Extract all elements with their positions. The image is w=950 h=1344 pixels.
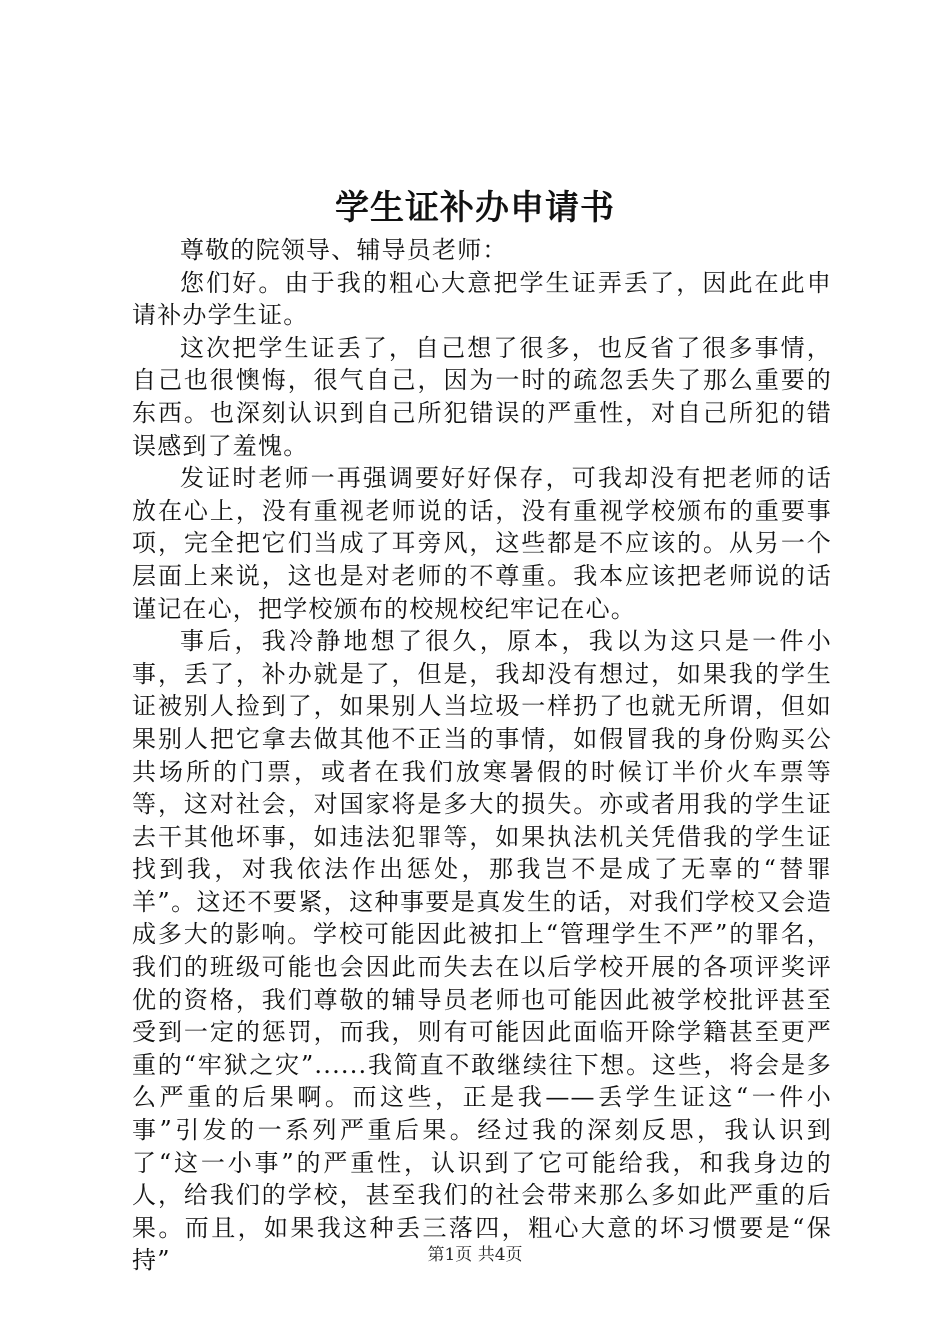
paragraph: 发证时老师一再强调要好好保存，可我却没有把老师的话放在心上，没有重视老师说的话，没有重视学校颁布的重要事项，完全把它们当成了耳旁风，这些都是不应该的。从另一个层面上来说，这也是对老师的不尊重。我本应该把老师说的话谨记在心，把学校颁布的校规校纪牢记在心。 xyxy=(132,464,832,623)
paragraph: 事后，我冷静地想了很久，原本，我以为这只是一件小事，丢了，补办就是了，但是，我却没有想过，如果我的学生证被别人捡到了，如果别人当垃圾一样扔了也就无所谓，但如果别人把它拿去做其他不正当的事情，如假冒我的身份购买公共场所的门票，或者在我们放寒暑假的时候订半价火车票等等，这对社会，对国家将是多大的损失。亦或者用我的学生证去干其他坏事，如违法犯罪等，如果执法机关凭借我的学生证找到我，对我依法作出惩处，那我岂不是成了无辜的“替罪羊”。这还不要紧，这种事要是真发生的话，对我们学校又会造成多大的影响。学校可能因此被扣上“管理学生不严”的罪名，我们的班级可能也会因此而失去在以后学校开展的各项评奖评优的资格，我们尊敬的辅导员老师也可能因此被学校批评甚至受到一定的惩罚，而我，则有可能因此面临开除学籍甚至更严重的“牢狱之灾”......我简直不敢继续往下想。这些，将会是多么严重的后果啊。而这些，正是我——丢学生证这“一件小事”引发的一系列严重后果。经过我的深刻反思，我认识到了“这一小事”的严重性，认识到了它可能给我，和我身边的人，给我们的学校，甚至我们的社会带来那么多如此严重的后果。而且，如果我这种丢三落四，粗心大意的坏习惯要是“保持” xyxy=(132,627,832,1275)
paragraph: 您们好。由于我的粗心大意把学生证弄丢了，因此在此申请补办学生证。 xyxy=(132,268,832,330)
salutation: 尊敬的院领导、辅导员老师： xyxy=(180,236,508,264)
paragraph: 这次把学生证丢了，自己想了很多，也反省了很多事情，自己也很懊悔，很气自己，因为一时的疏忽丢失了那么重要的东西。也深刻认识到自己所犯错误的严重性，对自己所犯的错误感到了羞愧。 xyxy=(132,333,832,460)
page-footer: 第1页 共4页 xyxy=(427,1245,523,1265)
document-body xyxy=(132,234,832,1277)
document-title: 学生证补办申请书 xyxy=(335,188,615,228)
